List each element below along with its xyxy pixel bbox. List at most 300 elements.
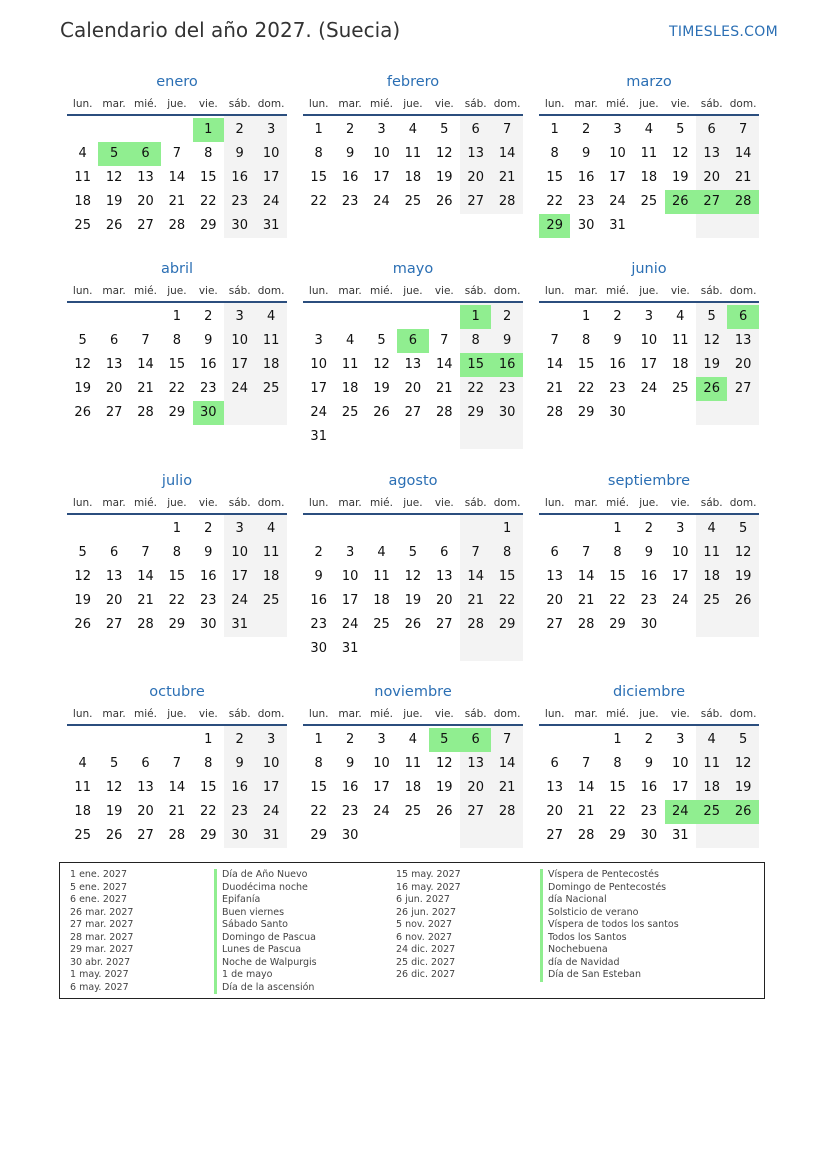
day-cell[interactable]: 21 bbox=[137, 381, 154, 396]
day-cell[interactable]: 25 bbox=[373, 617, 390, 632]
day-cell[interactable]: 24 bbox=[262, 804, 280, 819]
day-cell[interactable]: 17 bbox=[640, 357, 658, 372]
day-cell[interactable]: 25 bbox=[262, 381, 280, 396]
day-cell[interactable]: 17 bbox=[310, 381, 327, 396]
day-cell[interactable]: 15 bbox=[498, 569, 516, 584]
day-cell[interactable]: 23 bbox=[640, 804, 658, 819]
day-cell[interactable]: 7 bbox=[502, 732, 512, 747]
day-cell[interactable]: 4 bbox=[377, 545, 386, 560]
day-cell[interactable]: 13 bbox=[105, 357, 123, 372]
day-cell[interactable]: 14 bbox=[498, 756, 516, 771]
day-cell[interactable]: 8 bbox=[172, 333, 182, 348]
day-cell[interactable]: 11 bbox=[404, 756, 422, 771]
day-cell[interactable]: 17 bbox=[231, 569, 248, 584]
day-cell[interactable]: 7 bbox=[502, 122, 512, 137]
day-cell[interactable]: 20 bbox=[703, 170, 720, 185]
day-cell[interactable]: 10 bbox=[310, 357, 327, 372]
day-cell[interactable]: 4 bbox=[266, 309, 276, 324]
day-cell[interactable]: 8 bbox=[204, 756, 213, 771]
day-cell[interactable]: 15 bbox=[577, 357, 595, 372]
day-cell[interactable]: 2 bbox=[235, 122, 244, 137]
day-cell[interactable]: 22 bbox=[310, 194, 327, 209]
day-cell[interactable]: 22 bbox=[577, 381, 595, 396]
day-cell[interactable]: 1 bbox=[550, 122, 559, 137]
day-cell[interactable]: 24 bbox=[373, 804, 390, 819]
day-cell[interactable]: 13 bbox=[467, 146, 484, 161]
day-cell[interactable]: 8 bbox=[314, 756, 323, 771]
day-cell[interactable]: 26 bbox=[436, 804, 453, 819]
day-cell[interactable]: 6 bbox=[141, 756, 150, 771]
day-cell[interactable]: 29 bbox=[498, 617, 516, 632]
holiday-day-cell[interactable]: 6 bbox=[397, 329, 428, 353]
day-cell[interactable]: 14 bbox=[467, 569, 484, 584]
day-cell[interactable]: 5 bbox=[707, 309, 716, 324]
day-cell[interactable]: 11 bbox=[262, 545, 280, 560]
day-cell[interactable]: 27 bbox=[546, 828, 563, 843]
day-cell[interactable]: 11 bbox=[262, 333, 280, 348]
day-cell[interactable]: 22 bbox=[310, 804, 327, 819]
day-cell[interactable]: 6 bbox=[550, 756, 559, 771]
day-cell[interactable]: 24 bbox=[262, 194, 280, 209]
day-cell[interactable]: 9 bbox=[644, 545, 654, 560]
day-cell[interactable]: 12 bbox=[436, 146, 453, 161]
day-cell[interactable]: 13 bbox=[137, 170, 154, 185]
day-cell[interactable]: 17 bbox=[373, 780, 390, 795]
day-cell[interactable]: 8 bbox=[550, 146, 559, 161]
day-cell[interactable]: 29 bbox=[467, 405, 484, 420]
holiday-day-cell[interactable]: 1 bbox=[460, 305, 491, 329]
day-cell[interactable]: 27 bbox=[436, 617, 453, 632]
day-cell[interactable]: 15 bbox=[200, 170, 217, 185]
day-cell[interactable]: 6 bbox=[550, 545, 559, 560]
day-cell[interactable]: 30 bbox=[231, 828, 248, 843]
day-cell[interactable]: 30 bbox=[310, 641, 327, 656]
day-cell[interactable]: 9 bbox=[235, 146, 244, 161]
day-cell[interactable]: 28 bbox=[577, 617, 595, 632]
day-cell[interactable]: 5 bbox=[408, 545, 418, 560]
day-cell[interactable]: 24 bbox=[341, 617, 359, 632]
day-cell[interactable]: 17 bbox=[262, 170, 280, 185]
day-cell[interactable]: 8 bbox=[471, 333, 480, 348]
day-cell[interactable]: 25 bbox=[262, 593, 280, 608]
day-cell[interactable]: 3 bbox=[345, 545, 355, 560]
day-cell[interactable]: 12 bbox=[436, 756, 453, 771]
day-cell[interactable]: 8 bbox=[204, 146, 213, 161]
day-cell[interactable]: 16 bbox=[640, 780, 658, 795]
day-cell[interactable]: 2 bbox=[644, 521, 654, 536]
day-cell[interactable]: 13 bbox=[105, 569, 123, 584]
day-cell[interactable]: 3 bbox=[235, 309, 244, 324]
day-cell[interactable]: 23 bbox=[341, 804, 359, 819]
day-cell[interactable]: 18 bbox=[373, 593, 390, 608]
day-cell[interactable]: 31 bbox=[262, 828, 280, 843]
day-cell[interactable]: 7 bbox=[141, 333, 150, 348]
day-cell[interactable]: 7 bbox=[550, 333, 559, 348]
day-cell[interactable]: 28 bbox=[168, 828, 186, 843]
day-cell[interactable]: 14 bbox=[498, 146, 516, 161]
day-cell[interactable]: 10 bbox=[373, 146, 390, 161]
day-cell[interactable]: 21 bbox=[498, 170, 516, 185]
day-cell[interactable]: 25 bbox=[640, 194, 658, 209]
day-cell[interactable]: 12 bbox=[74, 569, 91, 584]
day-cell[interactable]: 21 bbox=[137, 593, 154, 608]
day-cell[interactable]: 4 bbox=[266, 521, 276, 536]
day-cell[interactable]: 3 bbox=[266, 732, 276, 747]
day-cell[interactable]: 11 bbox=[341, 357, 359, 372]
day-cell[interactable]: 26 bbox=[74, 405, 91, 420]
day-cell[interactable]: 22 bbox=[168, 381, 186, 396]
day-cell[interactable]: 26 bbox=[436, 194, 453, 209]
day-cell[interactable]: 27 bbox=[734, 381, 752, 396]
day-cell[interactable]: 5 bbox=[738, 521, 748, 536]
day-cell[interactable]: 18 bbox=[703, 780, 720, 795]
day-cell[interactable]: 31 bbox=[310, 429, 327, 444]
day-cell[interactable]: 2 bbox=[613, 309, 622, 324]
day-cell[interactable]: 13 bbox=[467, 756, 484, 771]
day-cell[interactable]: 13 bbox=[734, 333, 752, 348]
day-cell[interactable]: 7 bbox=[471, 545, 480, 560]
holiday-day-cell[interactable]: 26 bbox=[727, 800, 758, 824]
day-cell[interactable]: 25 bbox=[74, 218, 91, 233]
day-cell[interactable]: 15 bbox=[609, 780, 626, 795]
day-cell[interactable]: 17 bbox=[672, 780, 689, 795]
day-cell[interactable]: 18 bbox=[404, 170, 422, 185]
day-cell[interactable]: 15 bbox=[609, 569, 626, 584]
day-cell[interactable]: 19 bbox=[74, 593, 91, 608]
day-cell[interactable]: 6 bbox=[109, 545, 119, 560]
day-cell[interactable]: 18 bbox=[640, 170, 658, 185]
day-cell[interactable]: 19 bbox=[404, 593, 422, 608]
day-cell[interactable]: 14 bbox=[734, 146, 752, 161]
day-cell[interactable]: 30 bbox=[577, 218, 595, 233]
day-cell[interactable]: 16 bbox=[231, 780, 248, 795]
day-cell[interactable]: 9 bbox=[235, 756, 244, 771]
day-cell[interactable]: 28 bbox=[546, 405, 563, 420]
day-cell[interactable]: 21 bbox=[436, 381, 453, 396]
day-cell[interactable]: 2 bbox=[345, 122, 355, 137]
day-cell[interactable]: 27 bbox=[546, 617, 563, 632]
day-cell[interactable]: 24 bbox=[640, 381, 658, 396]
day-cell[interactable]: 2 bbox=[204, 309, 213, 324]
day-cell[interactable]: 7 bbox=[581, 545, 591, 560]
day-cell[interactable]: 10 bbox=[341, 569, 359, 584]
day-cell[interactable]: 27 bbox=[137, 218, 154, 233]
day-cell[interactable]: 14 bbox=[168, 780, 186, 795]
day-cell[interactable]: 26 bbox=[734, 593, 752, 608]
day-cell[interactable]: 4 bbox=[676, 309, 685, 324]
day-cell[interactable]: 3 bbox=[377, 122, 386, 137]
day-cell[interactable]: 4 bbox=[644, 122, 654, 137]
day-cell[interactable]: 16 bbox=[200, 357, 217, 372]
day-cell[interactable]: 28 bbox=[467, 617, 484, 632]
day-cell[interactable]: 1 bbox=[314, 122, 323, 137]
day-cell[interactable]: 20 bbox=[137, 804, 154, 819]
day-cell[interactable]: 30 bbox=[609, 405, 626, 420]
day-cell[interactable]: 20 bbox=[546, 804, 563, 819]
day-cell[interactable]: 7 bbox=[738, 122, 748, 137]
day-cell[interactable]: 14 bbox=[577, 780, 595, 795]
day-cell[interactable]: 20 bbox=[105, 381, 123, 396]
day-cell[interactable]: 4 bbox=[78, 146, 87, 161]
day-cell[interactable]: 24 bbox=[609, 194, 626, 209]
day-cell[interactable]: 23 bbox=[498, 381, 516, 396]
day-cell[interactable]: 3 bbox=[644, 309, 654, 324]
holiday-day-cell[interactable]: 15 bbox=[460, 353, 491, 377]
day-cell[interactable]: 14 bbox=[137, 569, 154, 584]
day-cell[interactable]: 3 bbox=[676, 521, 685, 536]
day-cell[interactable]: 23 bbox=[577, 194, 595, 209]
day-cell[interactable]: 16 bbox=[609, 357, 626, 372]
holiday-day-cell[interactable]: 29 bbox=[539, 214, 570, 238]
day-cell[interactable]: 18 bbox=[262, 357, 280, 372]
day-cell[interactable]: 7 bbox=[440, 333, 449, 348]
holiday-day-cell[interactable]: 5 bbox=[98, 142, 129, 166]
day-cell[interactable]: 28 bbox=[137, 405, 154, 420]
holiday-day-cell[interactable]: 26 bbox=[665, 190, 696, 214]
day-cell[interactable]: 10 bbox=[231, 333, 248, 348]
day-cell[interactable]: 2 bbox=[581, 122, 591, 137]
day-cell[interactable]: 17 bbox=[373, 170, 390, 185]
holiday-day-cell[interactable]: 6 bbox=[460, 728, 491, 752]
day-cell[interactable]: 5 bbox=[78, 333, 87, 348]
day-cell[interactable]: 21 bbox=[577, 804, 595, 819]
day-cell[interactable]: 1 bbox=[172, 309, 182, 324]
day-cell[interactable]: 26 bbox=[373, 405, 390, 420]
day-cell[interactable]: 19 bbox=[734, 780, 752, 795]
day-cell[interactable]: 9 bbox=[345, 146, 355, 161]
day-cell[interactable]: 12 bbox=[105, 170, 123, 185]
day-cell[interactable]: 11 bbox=[74, 780, 91, 795]
day-cell[interactable]: 16 bbox=[341, 780, 359, 795]
day-cell[interactable]: 18 bbox=[262, 569, 280, 584]
day-cell[interactable]: 8 bbox=[613, 756, 622, 771]
holiday-day-cell[interactable]: 26 bbox=[696, 377, 727, 401]
day-cell[interactable]: 30 bbox=[231, 218, 248, 233]
day-cell[interactable]: 25 bbox=[703, 593, 720, 608]
day-cell[interactable]: 10 bbox=[640, 333, 658, 348]
day-cell[interactable]: 22 bbox=[168, 593, 186, 608]
day-cell[interactable]: 24 bbox=[231, 593, 248, 608]
day-cell[interactable]: 26 bbox=[105, 218, 123, 233]
day-cell[interactable]: 11 bbox=[74, 170, 91, 185]
day-cell[interactable]: 11 bbox=[703, 756, 720, 771]
day-cell[interactable]: 25 bbox=[404, 194, 422, 209]
day-cell[interactable]: 27 bbox=[404, 405, 422, 420]
day-cell[interactable]: 2 bbox=[235, 732, 244, 747]
day-cell[interactable]: 14 bbox=[137, 357, 154, 372]
day-cell[interactable]: 12 bbox=[404, 569, 422, 584]
day-cell[interactable]: 23 bbox=[640, 593, 658, 608]
day-cell[interactable]: 29 bbox=[310, 828, 327, 843]
day-cell[interactable]: 19 bbox=[74, 381, 91, 396]
day-cell[interactable]: 11 bbox=[373, 569, 390, 584]
day-cell[interactable]: 31 bbox=[262, 218, 280, 233]
day-cell[interactable]: 17 bbox=[609, 170, 626, 185]
day-cell[interactable]: 1 bbox=[613, 732, 622, 747]
day-cell[interactable]: 1 bbox=[581, 309, 591, 324]
day-cell[interactable]: 11 bbox=[640, 146, 658, 161]
holiday-day-cell[interactable]: 28 bbox=[727, 190, 758, 214]
day-cell[interactable]: 25 bbox=[404, 804, 422, 819]
day-cell[interactable]: 25 bbox=[74, 828, 91, 843]
day-cell[interactable]: 12 bbox=[373, 357, 390, 372]
day-cell[interactable]: 30 bbox=[200, 617, 217, 632]
day-cell[interactable]: 12 bbox=[734, 545, 752, 560]
day-cell[interactable]: 24 bbox=[231, 381, 248, 396]
day-cell[interactable]: 9 bbox=[204, 333, 213, 348]
holiday-day-cell[interactable]: 27 bbox=[696, 190, 727, 214]
day-cell[interactable]: 25 bbox=[672, 381, 689, 396]
holiday-day-cell[interactable]: 5 bbox=[429, 728, 460, 752]
day-cell[interactable]: 29 bbox=[609, 617, 626, 632]
day-cell[interactable]: 23 bbox=[231, 194, 248, 209]
day-cell[interactable]: 12 bbox=[672, 146, 689, 161]
day-cell[interactable]: 17 bbox=[231, 357, 248, 372]
day-cell[interactable]: 4 bbox=[707, 732, 716, 747]
day-cell[interactable]: 20 bbox=[404, 381, 422, 396]
day-cell[interactable]: 20 bbox=[546, 593, 563, 608]
day-cell[interactable]: 20 bbox=[137, 194, 154, 209]
day-cell[interactable]: 10 bbox=[672, 545, 689, 560]
day-cell[interactable]: 10 bbox=[672, 756, 689, 771]
day-cell[interactable]: 3 bbox=[235, 521, 244, 536]
day-cell[interactable]: 11 bbox=[404, 146, 422, 161]
day-cell[interactable]: 16 bbox=[310, 593, 327, 608]
day-cell[interactable]: 12 bbox=[734, 756, 752, 771]
day-cell[interactable]: 3 bbox=[266, 122, 276, 137]
day-cell[interactable]: 8 bbox=[172, 545, 182, 560]
day-cell[interactable]: 21 bbox=[467, 593, 484, 608]
day-cell[interactable]: 12 bbox=[703, 333, 720, 348]
day-cell[interactable]: 2 bbox=[314, 545, 323, 560]
day-cell[interactable]: 12 bbox=[105, 780, 123, 795]
day-cell[interactable]: 14 bbox=[436, 357, 453, 372]
day-cell[interactable]: 10 bbox=[262, 146, 280, 161]
day-cell[interactable]: 20 bbox=[105, 593, 123, 608]
day-cell[interactable]: 7 bbox=[172, 146, 182, 161]
day-cell[interactable]: 3 bbox=[613, 122, 622, 137]
day-cell[interactable]: 2 bbox=[502, 309, 512, 324]
day-cell[interactable]: 13 bbox=[436, 569, 453, 584]
day-cell[interactable]: 18 bbox=[74, 804, 91, 819]
day-cell[interactable]: 28 bbox=[137, 617, 154, 632]
day-cell[interactable]: 27 bbox=[105, 617, 123, 632]
day-cell[interactable]: 29 bbox=[609, 828, 626, 843]
day-cell[interactable]: 15 bbox=[168, 357, 186, 372]
day-cell[interactable]: 17 bbox=[262, 780, 280, 795]
day-cell[interactable]: 9 bbox=[502, 333, 512, 348]
day-cell[interactable]: 6 bbox=[471, 122, 480, 137]
day-cell[interactable]: 2 bbox=[644, 732, 654, 747]
day-cell[interactable]: 1 bbox=[502, 521, 512, 536]
day-cell[interactable]: 4 bbox=[345, 333, 355, 348]
day-cell[interactable]: 29 bbox=[168, 405, 186, 420]
day-cell[interactable]: 6 bbox=[707, 122, 716, 137]
day-cell[interactable]: 10 bbox=[373, 756, 390, 771]
day-cell[interactable]: 25 bbox=[341, 405, 359, 420]
day-cell[interactable]: 19 bbox=[436, 780, 453, 795]
day-cell[interactable]: 30 bbox=[640, 617, 658, 632]
day-cell[interactable]: 27 bbox=[467, 804, 484, 819]
day-cell[interactable]: 24 bbox=[373, 194, 390, 209]
day-cell[interactable]: 21 bbox=[734, 170, 752, 185]
holiday-day-cell[interactable]: 30 bbox=[193, 401, 224, 425]
day-cell[interactable]: 21 bbox=[546, 381, 563, 396]
day-cell[interactable]: 3 bbox=[377, 732, 386, 747]
day-cell[interactable]: 31 bbox=[672, 828, 689, 843]
day-cell[interactable]: 20 bbox=[436, 593, 453, 608]
day-cell[interactable]: 13 bbox=[703, 146, 720, 161]
day-cell[interactable]: 23 bbox=[310, 617, 327, 632]
day-cell[interactable]: 15 bbox=[310, 170, 327, 185]
day-cell[interactable]: 28 bbox=[168, 218, 186, 233]
holiday-day-cell[interactable]: 6 bbox=[727, 305, 758, 329]
day-cell[interactable]: 16 bbox=[577, 170, 595, 185]
day-cell[interactable]: 23 bbox=[341, 194, 359, 209]
day-cell[interactable]: 21 bbox=[577, 593, 595, 608]
day-cell[interactable]: 20 bbox=[467, 170, 484, 185]
day-cell[interactable]: 26 bbox=[105, 828, 123, 843]
day-cell[interactable]: 5 bbox=[377, 333, 386, 348]
day-cell[interactable]: 18 bbox=[74, 194, 91, 209]
day-cell[interactable]: 9 bbox=[644, 756, 654, 771]
day-cell[interactable]: 22 bbox=[609, 593, 626, 608]
day-cell[interactable]: 27 bbox=[467, 194, 484, 209]
day-cell[interactable]: 18 bbox=[703, 569, 720, 584]
holiday-day-cell[interactable]: 16 bbox=[491, 353, 522, 377]
brand-link[interactable]: TIMESLES.COM bbox=[669, 24, 778, 40]
day-cell[interactable]: 16 bbox=[231, 170, 248, 185]
day-cell[interactable]: 5 bbox=[78, 545, 87, 560]
day-cell[interactable]: 28 bbox=[498, 804, 516, 819]
day-cell[interactable]: 7 bbox=[172, 756, 182, 771]
day-cell[interactable]: 1 bbox=[172, 521, 182, 536]
day-cell[interactable]: 30 bbox=[640, 828, 658, 843]
day-cell[interactable]: 23 bbox=[609, 381, 626, 396]
day-cell[interactable]: 9 bbox=[204, 545, 213, 560]
day-cell[interactable]: 10 bbox=[609, 146, 626, 161]
day-cell[interactable]: 22 bbox=[609, 804, 626, 819]
day-cell[interactable]: 27 bbox=[137, 828, 154, 843]
day-cell[interactable]: 29 bbox=[200, 828, 217, 843]
day-cell[interactable]: 3 bbox=[314, 333, 323, 348]
day-cell[interactable]: 14 bbox=[546, 357, 563, 372]
day-cell[interactable]: 31 bbox=[231, 617, 248, 632]
day-cell[interactable]: 30 bbox=[341, 828, 359, 843]
day-cell[interactable]: 14 bbox=[577, 569, 595, 584]
day-cell[interactable]: 19 bbox=[105, 804, 123, 819]
day-cell[interactable]: 8 bbox=[613, 545, 622, 560]
day-cell[interactable]: 28 bbox=[498, 194, 516, 209]
day-cell[interactable]: 11 bbox=[703, 545, 720, 560]
holiday-day-cell[interactable]: 24 bbox=[665, 800, 696, 824]
day-cell[interactable]: 24 bbox=[672, 593, 689, 608]
day-cell[interactable]: 22 bbox=[546, 194, 563, 209]
day-cell[interactable]: 19 bbox=[105, 194, 123, 209]
day-cell[interactable]: 23 bbox=[200, 381, 217, 396]
day-cell[interactable]: 1 bbox=[613, 521, 622, 536]
day-cell[interactable]: 26 bbox=[404, 617, 422, 632]
day-cell[interactable]: 8 bbox=[581, 333, 591, 348]
day-cell[interactable]: 23 bbox=[200, 593, 217, 608]
day-cell[interactable]: 19 bbox=[734, 569, 752, 584]
day-cell[interactable]: 10 bbox=[231, 545, 248, 560]
day-cell[interactable]: 4 bbox=[408, 732, 418, 747]
day-cell[interactable]: 22 bbox=[200, 804, 217, 819]
day-cell[interactable]: 31 bbox=[341, 641, 359, 656]
day-cell[interactable]: 15 bbox=[310, 780, 327, 795]
day-cell[interactable]: 5 bbox=[676, 122, 685, 137]
